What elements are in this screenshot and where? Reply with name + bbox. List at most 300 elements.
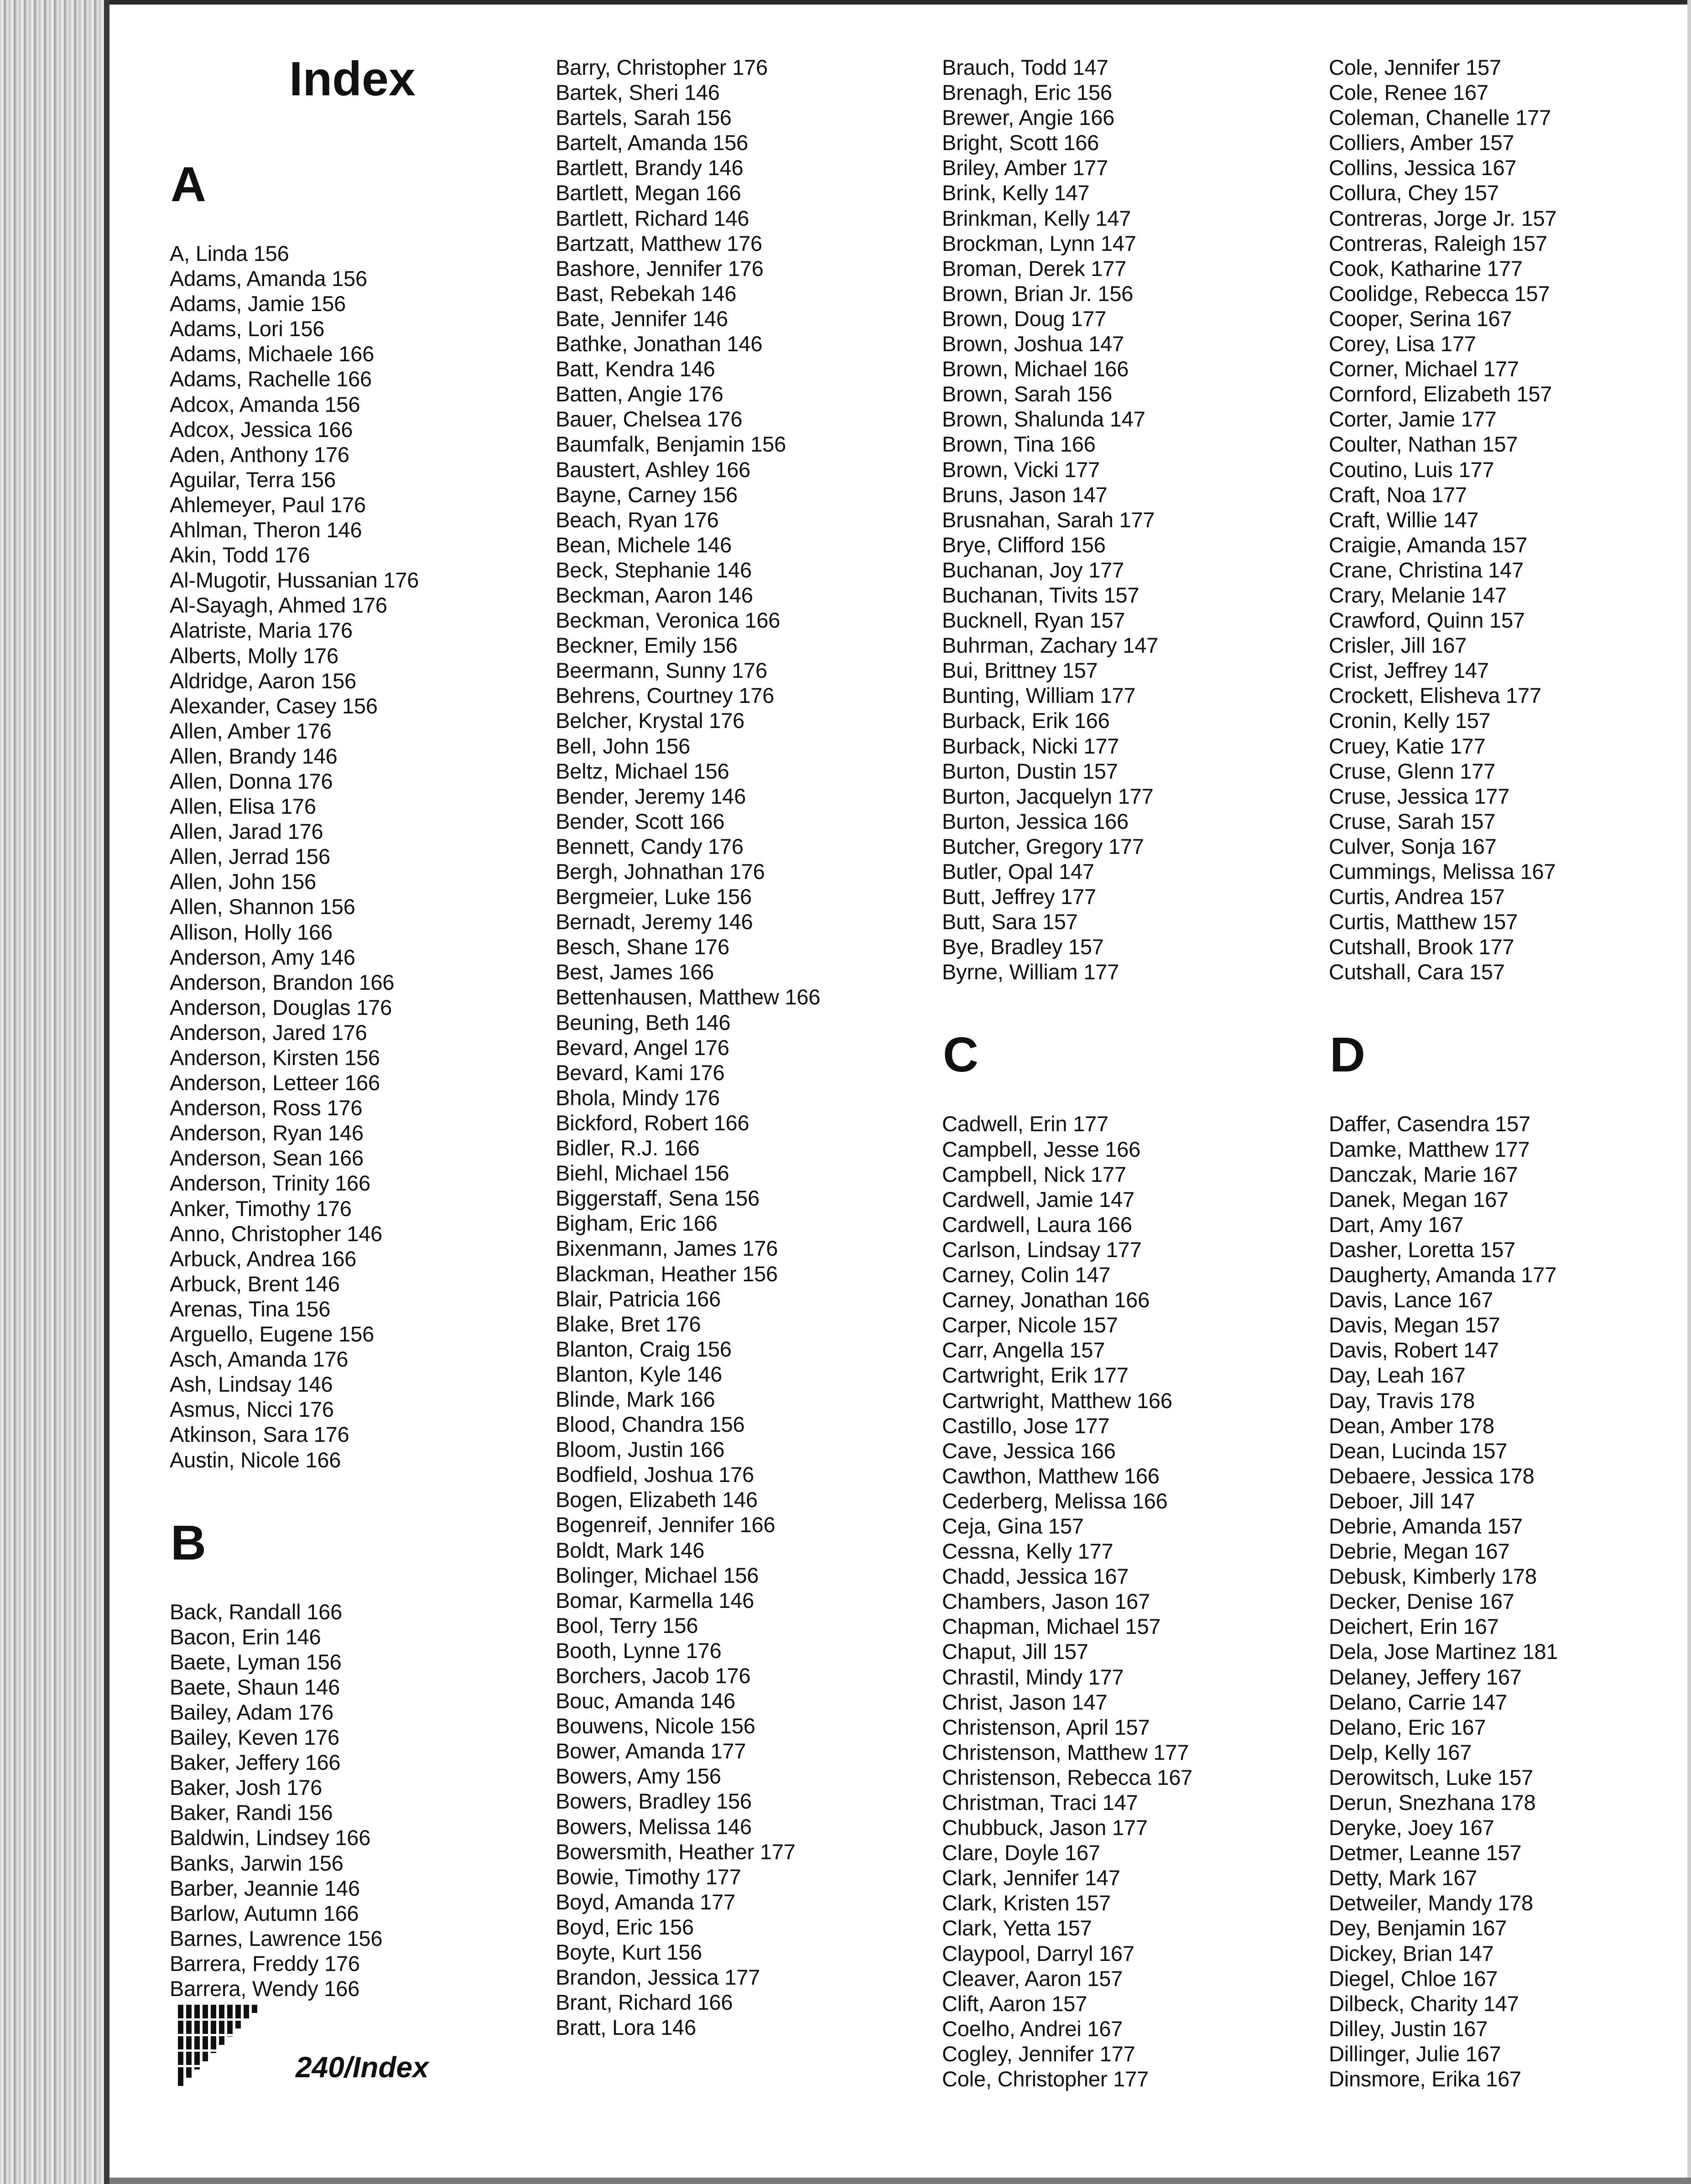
index-entry: Bogenreif, Jennifer 166 bbox=[556, 1513, 775, 1537]
index-entry: Anderson, Letteer 166 bbox=[170, 1071, 380, 1095]
index-entry: Cardwell, Jamie 147 bbox=[942, 1187, 1134, 1212]
index-entry: Brant, Richard 166 bbox=[556, 1990, 733, 2015]
index-entry: Carlson, Lindsay 177 bbox=[942, 1237, 1142, 1262]
index-entry: Asch, Amanda 176 bbox=[170, 1347, 349, 1372]
index-entry: Baete, Lyman 156 bbox=[170, 1649, 342, 1674]
index-entry: Booth, Lynne 176 bbox=[556, 1638, 722, 1663]
index-entry: Bomar, Karmella 146 bbox=[556, 1588, 754, 1612]
index-entry: Debaere, Jessica 178 bbox=[1329, 1463, 1535, 1488]
index-entry: Baete, Shaun 146 bbox=[170, 1674, 340, 1699]
index-entry: Baker, Josh 176 bbox=[170, 1775, 323, 1800]
index-entry: Detty, Mark 167 bbox=[1329, 1866, 1478, 1890]
index-column-3 bbox=[942, 55, 1316, 2091]
index-entry: Bui, Brittney 157 bbox=[942, 658, 1098, 683]
section-letter-a: A bbox=[171, 156, 206, 212]
index-entry: Anderson, Jared 176 bbox=[170, 1020, 367, 1045]
index-entry: Crist, Jeffrey 147 bbox=[1329, 658, 1489, 683]
index-entry: Bowersmith, Heather 177 bbox=[556, 1839, 796, 1864]
index-entry: Davis, Lance 167 bbox=[1329, 1288, 1493, 1312]
index-entry: Beermann, Sunny 176 bbox=[556, 658, 767, 683]
index-entry: Adcox, Amanda 156 bbox=[170, 392, 360, 416]
index-entry: Boyte, Kurt 156 bbox=[556, 1940, 702, 1965]
index-entry: Bigham, Eric 166 bbox=[556, 1211, 718, 1236]
index-entry: Bate, Jennifer 146 bbox=[556, 306, 728, 331]
index-entry: Cederberg, Melissa 166 bbox=[942, 1488, 1168, 1513]
index-entry: Bean, Michele 146 bbox=[556, 532, 732, 557]
index-entry: Bhola, Mindy 176 bbox=[556, 1085, 720, 1110]
index-entry: Ahlman, Theron 146 bbox=[170, 518, 362, 542]
index-entry: Brown, Michael 166 bbox=[942, 357, 1129, 381]
index-entry: Anderson, Trinity 166 bbox=[170, 1171, 370, 1196]
index-entry: Bye, Bradley 157 bbox=[942, 935, 1104, 959]
index-entry: Brown, Doug 177 bbox=[942, 306, 1107, 331]
index-entry: Bast, Rebekah 146 bbox=[556, 281, 737, 306]
index-entry: Baustert, Ashley 166 bbox=[556, 457, 751, 482]
index-entry: Burback, Nicki 177 bbox=[942, 733, 1119, 758]
index-entry: Bayne, Carney 156 bbox=[556, 482, 738, 507]
page-title: Index bbox=[289, 52, 416, 106]
index-entry: Deboer, Jill 147 bbox=[1329, 1488, 1475, 1513]
index-entry: Christenson, April 157 bbox=[942, 1715, 1150, 1739]
index-entry: Brockman, Lynn 147 bbox=[942, 231, 1136, 255]
index-entry: Beach, Ryan 176 bbox=[556, 507, 719, 532]
index-entry: Cook, Katharine 177 bbox=[1329, 256, 1523, 281]
index-entry: Adams, Michaele 166 bbox=[170, 342, 375, 366]
index-entry: Butler, Opal 147 bbox=[942, 859, 1094, 884]
index-entry: Corter, Jamie 177 bbox=[1329, 407, 1497, 432]
index-entry: Butcher, Gregory 177 bbox=[942, 834, 1144, 858]
index-entry: Crane, Christina 147 bbox=[1329, 557, 1524, 582]
index-entry: Blood, Chandra 156 bbox=[556, 1412, 745, 1437]
index-entry: Bartek, Sheri 146 bbox=[556, 80, 720, 105]
index-entry: Clare, Doyle 167 bbox=[942, 1841, 1100, 1865]
index-entry: Contreras, Jorge Jr. 157 bbox=[1329, 206, 1557, 230]
index-entry: Brown, Tina 166 bbox=[942, 432, 1096, 457]
index-entry: Batten, Angie 176 bbox=[556, 382, 723, 406]
section-letter-c: C bbox=[943, 1027, 978, 1082]
index-entry: Barrera, Wendy 166 bbox=[170, 1976, 360, 2001]
index-column-1 bbox=[170, 52, 544, 2001]
index-entry: Dart, Amy 167 bbox=[1329, 1212, 1464, 1237]
index-entry: Bernadt, Jeremy 146 bbox=[556, 910, 753, 934]
page-number-footer: 240/Index bbox=[296, 2051, 429, 2084]
index-entry: Danek, Megan 167 bbox=[1329, 1187, 1509, 1212]
index-entry: Brinkman, Kelly 147 bbox=[942, 206, 1131, 230]
index-entry: Clark, Kristen 157 bbox=[942, 1891, 1111, 1915]
index-entry: Dean, Lucinda 157 bbox=[1329, 1438, 1508, 1463]
index-entry: Day, Leah 167 bbox=[1329, 1363, 1466, 1388]
entry-list-a bbox=[170, 241, 544, 1472]
index-entry: Brye, Clifford 156 bbox=[942, 532, 1106, 557]
index-entry: Burton, Jacquelyn 177 bbox=[942, 784, 1154, 808]
index-entry: Allen, Brandy 146 bbox=[170, 744, 338, 768]
index-entry: Bender, Scott 166 bbox=[556, 809, 725, 833]
index-entry: Blanton, Craig 156 bbox=[556, 1336, 732, 1361]
index-entry: Allen, Shannon 156 bbox=[170, 894, 355, 919]
index-entry: Allen, John 156 bbox=[170, 869, 317, 894]
index-entry: Delano, Carrie 147 bbox=[1329, 1690, 1507, 1714]
page-gutter bbox=[104, 0, 109, 2184]
index-entry: Bashore, Jennifer 176 bbox=[556, 256, 764, 281]
index-entry: Allen, Donna 176 bbox=[170, 769, 333, 793]
index-entry: Bartlett, Megan 166 bbox=[556, 181, 741, 205]
index-entry: Colliers, Amber 157 bbox=[1329, 130, 1514, 155]
index-entry: Byrne, William 177 bbox=[942, 960, 1119, 984]
index-entry: Barrera, Freddy 176 bbox=[170, 1951, 360, 1976]
index-entry: Besch, Shane 176 bbox=[556, 935, 729, 959]
index-entry: Day, Travis 178 bbox=[1329, 1388, 1475, 1413]
index-entry: Boyd, Eric 156 bbox=[556, 1914, 694, 1939]
index-entry: Bennett, Candy 176 bbox=[556, 834, 744, 858]
index-entry: Baker, Randi 156 bbox=[170, 1800, 333, 1825]
index-entry: Cruse, Glenn 177 bbox=[1329, 759, 1496, 783]
index-entry: Dickey, Brian 147 bbox=[1329, 1941, 1494, 1966]
index-entry: Blackman, Heather 156 bbox=[556, 1261, 778, 1286]
index-entry: Bower, Amanda 177 bbox=[556, 1739, 746, 1763]
index-entry: Broman, Derek 177 bbox=[942, 256, 1127, 281]
index-entry: Deryke, Joey 167 bbox=[1329, 1815, 1494, 1840]
index-entry: Anderson, Brandon 166 bbox=[170, 970, 395, 994]
index-entry: Allison, Holly 166 bbox=[170, 920, 333, 944]
index-entry: Bolinger, Michael 156 bbox=[556, 1563, 759, 1587]
index-entry: Barnes, Lawrence 156 bbox=[170, 1926, 383, 1950]
index-entry: Beuning, Beth 146 bbox=[556, 1010, 731, 1035]
index-entry: Anderson, Kirsten 156 bbox=[170, 1045, 380, 1070]
index-entry: Crisler, Jill 167 bbox=[1329, 633, 1467, 658]
index-entry: Davis, Megan 157 bbox=[1329, 1313, 1500, 1337]
index-entry: Campbell, Jesse 166 bbox=[942, 1137, 1141, 1161]
index-entry: Barry, Christopher 176 bbox=[556, 55, 768, 79]
index-entry: Chapman, Michael 157 bbox=[942, 1614, 1161, 1639]
index-entry: Beckner, Emily 156 bbox=[556, 633, 738, 658]
index-entry: Crockett, Elisheva 177 bbox=[1329, 683, 1541, 708]
index-entry: Asmus, Nicci 176 bbox=[170, 1397, 334, 1422]
index-entry: Anderson, Douglas 176 bbox=[170, 995, 392, 1019]
index-entry: Bender, Jeremy 146 bbox=[556, 784, 746, 808]
index-entry: Bickford, Robert 166 bbox=[556, 1110, 749, 1135]
index-entry: Bright, Scott 166 bbox=[942, 130, 1099, 155]
index-entry: Beckman, Veronica 166 bbox=[556, 608, 780, 633]
index-entry: Barlow, Autumn 166 bbox=[170, 1901, 359, 1925]
index-entry: Blanton, Kyle 146 bbox=[556, 1362, 723, 1386]
entry-list-b-part1 bbox=[170, 1599, 544, 2002]
index-entry: Coulter, Nathan 157 bbox=[1329, 432, 1518, 457]
index-entry: Dean, Amber 178 bbox=[1329, 1413, 1494, 1438]
index-entry: Bell, John 156 bbox=[556, 733, 691, 758]
index-entry: Delp, Kelly 167 bbox=[1329, 1740, 1472, 1764]
index-entry: Craft, Willie 147 bbox=[1329, 507, 1479, 532]
index-entry: Batt, Kendra 146 bbox=[556, 357, 715, 381]
index-entry: Alberts, Molly 176 bbox=[170, 643, 338, 668]
index-entry: Bunting, William 177 bbox=[942, 683, 1136, 708]
index-entry: Chubbuck, Jason 177 bbox=[942, 1815, 1148, 1840]
index-entry: Buchanan, Tivits 157 bbox=[942, 582, 1139, 607]
index-entry: Baldwin, Lindsey 166 bbox=[170, 1825, 371, 1850]
index-entry: Bixenmann, James 176 bbox=[556, 1236, 778, 1261]
index-entry: Damke, Matthew 177 bbox=[1329, 1137, 1530, 1161]
index-entry: Anderson, Sean 166 bbox=[170, 1146, 364, 1170]
index-entry: Aden, Anthony 176 bbox=[170, 442, 349, 467]
index-entry: Chambers, Jason 167 bbox=[942, 1589, 1150, 1614]
index-entry: Coleman, Chanelle 177 bbox=[1329, 105, 1551, 130]
index-entry: Bettenhausen, Matthew 166 bbox=[556, 985, 821, 1009]
index-entry: Bowers, Amy 156 bbox=[556, 1764, 721, 1789]
index-entry: Bouc, Amanda 146 bbox=[556, 1689, 735, 1713]
index-entry: Cruey, Katie 177 bbox=[1329, 733, 1486, 758]
index-entry: Blinde, Mark 166 bbox=[556, 1387, 715, 1411]
index-entry: Chadd, Jessica 167 bbox=[942, 1564, 1129, 1589]
index-entry: Burton, Dustin 157 bbox=[942, 759, 1118, 783]
index-entry: Borchers, Jacob 176 bbox=[556, 1664, 751, 1688]
index-entry: Arguello, Eugene 156 bbox=[170, 1322, 375, 1347]
index-entry: Buhrman, Zachary 147 bbox=[942, 633, 1159, 658]
index-entry: Derun, Snezhana 178 bbox=[1329, 1790, 1536, 1815]
index-entry: Corner, Michael 177 bbox=[1329, 357, 1519, 381]
index-entry: Cole, Christopher 177 bbox=[942, 2067, 1149, 2091]
index-entry: Barber, Jeannie 146 bbox=[170, 1876, 360, 1900]
index-entry: Christenson, Matthew 177 bbox=[942, 1740, 1189, 1764]
index-entry: Behrens, Courtney 176 bbox=[556, 683, 775, 708]
section-letter-b: B bbox=[171, 1514, 206, 1570]
index-entry: Dinsmore, Erika 167 bbox=[1329, 2067, 1521, 2091]
entry-list-b-part3 bbox=[942, 55, 1316, 984]
index-entry: Butt, Sara 157 bbox=[942, 910, 1078, 934]
index-entry: Aldridge, Aaron 156 bbox=[170, 668, 357, 693]
index-entry: Boldt, Mark 146 bbox=[556, 1538, 705, 1562]
index-entry: Arbuck, Brent 146 bbox=[170, 1271, 340, 1296]
index-entry: Austin, Nicole 166 bbox=[170, 1447, 341, 1472]
index-entry: Ash, Lindsay 146 bbox=[170, 1372, 333, 1397]
index-entry: Cruse, Sarah 157 bbox=[1329, 809, 1496, 833]
index-entry: Christenson, Rebecca 167 bbox=[942, 1765, 1193, 1789]
index-entry: Dasher, Loretta 157 bbox=[1329, 1237, 1516, 1262]
index-entry: Allen, Amber 176 bbox=[170, 718, 332, 743]
index-entry: Crawford, Quinn 157 bbox=[1329, 608, 1525, 633]
index-entry: Brewer, Angie 166 bbox=[942, 105, 1115, 130]
index-entry: Adams, Rachelle 166 bbox=[170, 367, 372, 391]
index-entry: Bowers, Bradley 156 bbox=[556, 1789, 752, 1814]
index-entry: Burback, Erik 166 bbox=[942, 708, 1110, 733]
index-entry: Anker, Timothy 176 bbox=[170, 1196, 352, 1221]
index-entry: Curtis, Andrea 157 bbox=[1329, 884, 1505, 909]
index-column-2 bbox=[556, 55, 930, 2040]
index-entry: Cartwright, Matthew 166 bbox=[942, 1388, 1172, 1413]
index-entry: Campbell, Nick 177 bbox=[942, 1162, 1126, 1186]
index-entry: Briley, Amber 177 bbox=[942, 156, 1108, 180]
index-entry: Cadwell, Erin 177 bbox=[942, 1112, 1108, 1136]
index-entry: Anderson, Amy 146 bbox=[170, 945, 355, 969]
index-entry: Christ, Jason 147 bbox=[942, 1690, 1108, 1714]
index-entry: Biehl, Michael 156 bbox=[556, 1161, 729, 1186]
index-entry: Deichert, Erin 167 bbox=[1329, 1614, 1499, 1639]
index-entry: Al-Sayagh, Ahmed 176 bbox=[170, 593, 387, 618]
index-entry: Bartels, Sarah 156 bbox=[556, 105, 732, 130]
index-entry: Danczak, Marie 167 bbox=[1329, 1162, 1518, 1186]
index-entry: Back, Randall 166 bbox=[170, 1599, 343, 1624]
index-entry: Bevard, Angel 176 bbox=[556, 1035, 729, 1060]
index-entry: Dilley, Justin 167 bbox=[1329, 2016, 1488, 2041]
index-entry: Brenagh, Eric 156 bbox=[942, 80, 1112, 105]
index-entry: Butt, Jeffrey 177 bbox=[942, 884, 1096, 909]
index-entry: Cave, Jessica 166 bbox=[942, 1438, 1116, 1463]
index-entry: Brauch, Todd 147 bbox=[942, 55, 1108, 79]
index-entry: Corey, Lisa 177 bbox=[1329, 332, 1476, 356]
index-entry: Clift, Aaron 157 bbox=[942, 1991, 1087, 2016]
entry-list-d bbox=[1329, 1111, 1691, 2091]
section-letter-d: D bbox=[1330, 1027, 1365, 1082]
index-entry: Bathke, Jonathan 146 bbox=[556, 332, 763, 356]
index-entry: Alexander, Casey 156 bbox=[170, 693, 378, 718]
index-entry: Ahlemeyer, Paul 176 bbox=[170, 492, 366, 517]
index-entry: Bergh, Johnathan 176 bbox=[556, 859, 765, 884]
index-entry: Bergmeier, Luke 156 bbox=[556, 884, 752, 909]
index-entry: Cardwell, Laura 166 bbox=[942, 1212, 1132, 1237]
index-entry: Allen, Jarad 176 bbox=[170, 819, 323, 844]
index-entry: Baker, Jeffery 166 bbox=[170, 1750, 341, 1775]
index-entry: Claypool, Darryl 167 bbox=[942, 1941, 1134, 1966]
index-entry: Best, James 166 bbox=[556, 960, 714, 984]
index-entry: Cole, Jennifer 157 bbox=[1329, 55, 1501, 79]
index-entry: Detmer, Leanne 157 bbox=[1329, 1841, 1522, 1865]
index-entry: Cornford, Elizabeth 157 bbox=[1329, 382, 1552, 406]
index-entry: Adams, Amanda 156 bbox=[170, 266, 367, 291]
index-entry: Coutino, Luis 177 bbox=[1329, 457, 1494, 482]
index-entry: Buchanan, Joy 177 bbox=[942, 557, 1124, 582]
index-entry: Diegel, Chloe 167 bbox=[1329, 1966, 1498, 1991]
index-entry: Dilbeck, Charity 147 bbox=[1329, 1991, 1519, 2016]
index-entry: Bool, Terry 156 bbox=[556, 1613, 698, 1638]
index-entry: Bucknell, Ryan 157 bbox=[942, 608, 1125, 633]
index-entry: Bailey, Keven 176 bbox=[170, 1725, 339, 1750]
index-entry: Banks, Jarwin 156 bbox=[170, 1851, 343, 1875]
index-entry: Daugherty, Amanda 177 bbox=[1329, 1263, 1557, 1287]
index-entry: Clark, Jennifer 147 bbox=[942, 1866, 1120, 1890]
index-entry: Dillinger, Julie 167 bbox=[1329, 2041, 1501, 2066]
index-entry: Cooper, Serina 167 bbox=[1329, 306, 1512, 331]
index-entry: Brown, Joshua 147 bbox=[942, 332, 1124, 356]
index-entry: Chaput, Jill 157 bbox=[942, 1639, 1088, 1664]
index-entry: Derowitsch, Luke 157 bbox=[1329, 1765, 1533, 1789]
index-entry: Blake, Bret 176 bbox=[556, 1311, 701, 1336]
index-entry: Bogen, Elizabeth 146 bbox=[556, 1487, 758, 1512]
index-entry: Christman, Traci 147 bbox=[942, 1790, 1138, 1815]
index-entry: Bowers, Melissa 146 bbox=[556, 1814, 752, 1839]
index-entry: Belcher, Krystal 176 bbox=[556, 708, 744, 733]
index-entry: Brown, Shalunda 147 bbox=[942, 407, 1145, 432]
index-entry: Carper, Nicole 157 bbox=[942, 1313, 1118, 1337]
index-entry: Cronin, Kelly 157 bbox=[1329, 708, 1491, 733]
index-entry: Alatriste, Maria 176 bbox=[170, 618, 353, 643]
index-entry: Cole, Renee 167 bbox=[1329, 80, 1488, 105]
index-entry: Cartwright, Erik 177 bbox=[942, 1363, 1129, 1388]
index-entry: Atkinson, Sara 176 bbox=[170, 1422, 349, 1447]
index-entry: Brown, Sarah 156 bbox=[942, 382, 1113, 406]
index-entry: Bruns, Jason 147 bbox=[942, 482, 1108, 507]
index-entry: Arbuck, Andrea 166 bbox=[170, 1246, 357, 1271]
index-entry: Bailey, Adam 176 bbox=[170, 1700, 334, 1724]
index-entry: Clark, Yetta 157 bbox=[942, 1916, 1092, 1940]
index-entry: Al-Mugotir, Hussanian 176 bbox=[170, 568, 419, 593]
index-entry: Bloom, Justin 166 bbox=[556, 1437, 725, 1462]
index-entry: Adams, Lori 156 bbox=[170, 317, 325, 341]
index-column-4 bbox=[1329, 55, 1691, 2091]
index-entry: Carney, Colin 147 bbox=[942, 1263, 1111, 1287]
index-entry: Brandon, Jessica 177 bbox=[556, 1965, 760, 1990]
entry-list-c-part2 bbox=[1329, 55, 1691, 984]
index-entry: Bevard, Kami 176 bbox=[556, 1060, 725, 1085]
index-entry: Crary, Melanie 147 bbox=[1329, 582, 1507, 607]
index-entry: Brown, Vicki 177 bbox=[942, 457, 1100, 482]
index-entry: Cawthon, Matthew 166 bbox=[942, 1463, 1160, 1488]
index-entry: Coelho, Andrei 167 bbox=[942, 2016, 1123, 2041]
index-entry: Bidler, R.J. 166 bbox=[556, 1136, 700, 1160]
index-entry: Arenas, Tina 156 bbox=[170, 1296, 331, 1321]
index-entry: Blair, Patricia 166 bbox=[556, 1286, 721, 1311]
index-entry: Brown, Brian Jr. 156 bbox=[942, 281, 1134, 306]
index-entry: Decker, Denise 167 bbox=[1329, 1589, 1514, 1614]
index-entry: Cogley, Jennifer 177 bbox=[942, 2041, 1135, 2066]
index-entry: Coolidge, Rebecca 157 bbox=[1329, 281, 1550, 306]
index-entry: Craft, Noa 177 bbox=[1329, 482, 1467, 507]
index-entry: Bartlett, Richard 146 bbox=[556, 206, 749, 230]
index-entry: Curtis, Matthew 157 bbox=[1329, 910, 1518, 934]
index-entry: Daffer, Casendra 157 bbox=[1329, 1112, 1530, 1136]
index-entry: Detweiler, Mandy 178 bbox=[1329, 1891, 1533, 1915]
index-entry: Bouwens, Nicole 156 bbox=[556, 1714, 755, 1738]
index-entry: Bowie, Timothy 177 bbox=[556, 1864, 741, 1889]
index-entry: Culver, Sonja 167 bbox=[1329, 834, 1497, 858]
index-entry: Burton, Jessica 166 bbox=[942, 809, 1129, 833]
index-entry: Cummings, Melissa 167 bbox=[1329, 859, 1556, 884]
index-entry: Allen, Elisa 176 bbox=[170, 794, 316, 819]
index-entry: Allen, Jerrad 156 bbox=[170, 844, 330, 869]
index-entry: Cutshall, Cara 157 bbox=[1329, 960, 1505, 984]
index-entry: Brink, Kelly 147 bbox=[942, 181, 1090, 205]
index-entry: Bacon, Erin 146 bbox=[170, 1624, 321, 1649]
index-entry: Baumfalk, Benjamin 156 bbox=[556, 432, 786, 457]
bottom-border bbox=[109, 2178, 1691, 2184]
index-entry: Carney, Jonathan 166 bbox=[942, 1288, 1150, 1312]
index-entry: Bauer, Chelsea 176 bbox=[556, 407, 743, 432]
index-entry: Akin, Todd 176 bbox=[170, 543, 310, 567]
entry-list-b-part2 bbox=[556, 55, 930, 2040]
index-entry: Beckman, Aaron 146 bbox=[556, 582, 753, 607]
index-entry: Adcox, Jessica 166 bbox=[170, 417, 353, 442]
top-border bbox=[109, 0, 1691, 5]
index-entry: Boyd, Amanda 177 bbox=[556, 1889, 735, 1914]
index-entry: Anderson, Ryan 146 bbox=[170, 1121, 364, 1145]
yearbook-logo-icon bbox=[175, 2000, 262, 2091]
index-entry: Bartzatt, Matthew 176 bbox=[556, 231, 762, 255]
entry-list-c-part1 bbox=[942, 1111, 1316, 2091]
index-entry: Cessna, Kelly 177 bbox=[942, 1539, 1113, 1564]
index-entry: Dey, Benjamin 167 bbox=[1329, 1916, 1507, 1940]
index-entry: Anderson, Ross 176 bbox=[170, 1096, 363, 1120]
index-entry: Contreras, Raleigh 157 bbox=[1329, 231, 1547, 255]
index-entry: Davis, Robert 147 bbox=[1329, 1338, 1499, 1362]
index-entry: Anno, Christopher 146 bbox=[170, 1221, 383, 1246]
index-entry: Beltz, Michael 156 bbox=[556, 759, 729, 783]
index-entry: Beck, Stephanie 146 bbox=[556, 557, 752, 582]
index-entry: A, Linda 156 bbox=[170, 241, 289, 265]
index-entry: Bartelt, Amanda 156 bbox=[556, 130, 749, 155]
index-entry: Brusnahan, Sarah 177 bbox=[942, 507, 1155, 532]
index-entry: Aguilar, Terra 156 bbox=[170, 467, 336, 492]
index-entry: Carr, Angella 157 bbox=[942, 1338, 1105, 1362]
index-entry: Adams, Jamie 156 bbox=[170, 291, 346, 316]
index-entry: Ceja, Gina 157 bbox=[942, 1513, 1084, 1538]
index-entry: Chrastil, Mindy 177 bbox=[942, 1664, 1124, 1689]
